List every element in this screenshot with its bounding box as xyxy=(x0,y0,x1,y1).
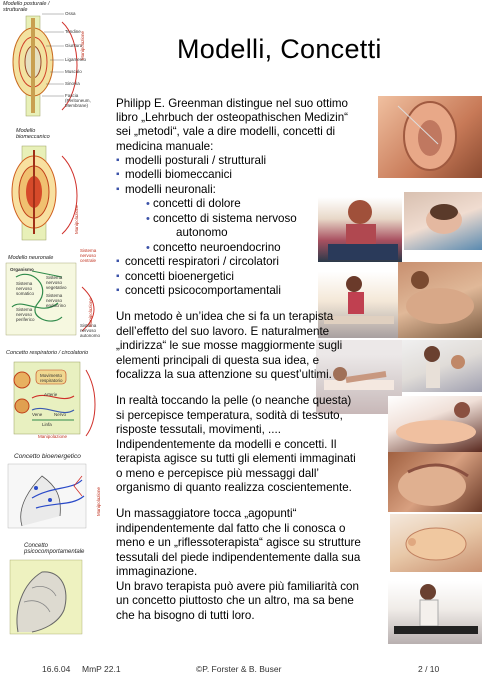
label-manipulation: Manipolazione xyxy=(88,297,93,327)
para4-line-8: che ha bisogno di tutti loro. xyxy=(116,609,255,622)
concept-pain: • concetti di dolore xyxy=(153,197,241,211)
para4-line-7: un concetto piuttosto che un altro, ma sa bene xyxy=(116,594,354,607)
para4-line-1: Un massaggiatore tocca „agopunti“ xyxy=(116,507,297,520)
label-fascia: Fascia xyxy=(65,93,79,98)
footer-date: 16.6.04 xyxy=(42,664,71,674)
label-neuro-0: Sistema nervoso centrale xyxy=(80,248,97,263)
label-synovia: Sinovia xyxy=(65,81,80,86)
label-muscle: Muscolo xyxy=(65,69,82,74)
diagram-psychobehavioral-concept xyxy=(2,540,112,636)
intro-line-2: libro „Lehrbuch der osteopathischen Medizin“ xyxy=(116,111,349,124)
label-ligament: Ligamento xyxy=(65,57,87,62)
label-neuro-5: Sistema nervoso periferico xyxy=(16,307,35,322)
label-tendon: Tendine xyxy=(65,29,81,34)
label-resp-5: Manipolazione xyxy=(38,434,68,439)
concept-nervous-system: • concetto di sistema nervoso xyxy=(153,212,297,226)
para3-line-1: In realtà toccando la pelle (o neanche questa) xyxy=(116,394,352,407)
diagram-postural-model xyxy=(2,0,112,122)
para2-line-3: „indirizza“ le sue mosse maggiormente sugli xyxy=(116,339,343,352)
concept-neuroendocrine: • concetto neuroendocrino xyxy=(153,241,281,255)
para4-line-2: indipendentemente dal fatto che li conosca o xyxy=(116,522,346,535)
para4-line-6: Un bravo terapista può avere più familiarità con xyxy=(116,580,359,593)
para2-line-1: Un metodo è un’idea che si fa un terapista xyxy=(116,310,334,323)
para3-line-4: Indipendentemente da modelli e concetti. Il xyxy=(116,438,337,451)
diagram-title: Modello biomeccanico xyxy=(16,128,50,140)
therapist-neck-photo xyxy=(318,190,402,262)
label-resp-3: Nervo xyxy=(54,412,67,417)
page-title: Modelli, Concetti xyxy=(177,34,382,64)
shoulder-massage-photo xyxy=(388,452,482,512)
diagram-neuronal-model xyxy=(2,247,112,347)
concept-nervous-system-cont: autonomo xyxy=(176,226,228,239)
concept-psychobehavioral: ▪ concetti psicocomportamentali xyxy=(125,284,281,298)
intro-line-3: sei „metodi“, vale a dire modelli, concetti di xyxy=(116,125,336,138)
footer-page: 2 / 10 xyxy=(418,664,440,674)
psycho-figure xyxy=(2,540,112,636)
para4-line-3: meno e un „riflessoterapista“ agisce su strutture xyxy=(116,536,361,549)
para3-line-6: o meno e percepisce più messaggi dall’ xyxy=(116,467,320,480)
diagram-biomechanical-model xyxy=(2,126,112,244)
biomechanical-figure xyxy=(2,126,112,244)
para4-line-4: tessutali del piede indipendentemente dalla sua xyxy=(116,551,361,564)
label-resp-4: Linfa xyxy=(42,422,52,427)
label-manipulation: Manipolazione xyxy=(96,486,101,516)
label-peritoneum: (Peritoneum, xyxy=(65,98,91,103)
para3-line-3: risposte tessutali, movimenti, .... xyxy=(116,423,281,436)
footer-authors: ©P. Forster & B. Buser xyxy=(196,664,282,674)
para3-line-5: terapista agisce su tutti gli elementi immaginati xyxy=(116,452,356,465)
therapist-patient-photo xyxy=(388,574,482,644)
label-neuro-4: Sistema nervoso endocrino xyxy=(46,293,66,308)
label-resp-2: Vene xyxy=(32,412,43,417)
model-neuronal: ▪ modelli neuronali: xyxy=(125,183,216,197)
intro-line-4: medicina manuale: xyxy=(116,140,214,153)
label-resp-1: Arterie xyxy=(44,392,58,397)
intro-line-1: Philipp E. Greenman distingue nel suo ottimo xyxy=(116,97,349,110)
footer-code: MmP 22.1 xyxy=(82,664,121,674)
therapy-bed-photo xyxy=(318,264,398,338)
para2-line-5: focalizza la sua attenzione su quest’ultimi. xyxy=(116,368,332,381)
label-joint: Giuntura xyxy=(65,43,83,48)
label-neuro-6: Sistema nervoso autonomo xyxy=(80,323,101,338)
concept-bioenergetic: ▪ concetti bioenergetici xyxy=(125,270,234,284)
model-biomechanical: ▪ modelli biomeccanici xyxy=(125,168,232,182)
ear-photo xyxy=(378,96,482,178)
diagram-bioenergetic-concept xyxy=(2,446,112,534)
label-neuro-2: Sistema nervoso somatico xyxy=(16,281,35,296)
diagram-respiratory-concept xyxy=(2,350,112,442)
label-manipulation: Manipolazione xyxy=(74,204,79,234)
label-manipulation: Manipolazione xyxy=(80,30,85,60)
diagram-title: Modello neuronale xyxy=(8,255,54,261)
label-neuro-1: Organismo xyxy=(10,267,34,272)
concept-respiratory: ▪ concetti respiratori / circolatori xyxy=(125,255,279,269)
para2-line-2: dell’effetto del suo lavoro. E naturalmente xyxy=(116,325,330,338)
para3-line-2: si percepisce temperatura, sodità di tessuto, xyxy=(116,409,343,422)
diagram-title: Concetto psicocomportamentale xyxy=(24,543,85,555)
para3-line-7: organismo di quanto realizza coscientemente. xyxy=(116,481,352,494)
diagram-title: Modello posturale / strutturale xyxy=(3,1,50,13)
para4-line-5: immaginazione. xyxy=(116,565,198,578)
model-postural: ▪ modelli posturali / strutturali xyxy=(125,154,266,168)
para2-line-4: elementi principali di questa sua idea, e xyxy=(116,354,320,367)
foot-photo xyxy=(390,514,482,572)
massage-photo xyxy=(388,396,482,452)
head-treatment-photo xyxy=(404,192,482,250)
diagram-title: Concetto respiratorio / circolatorio xyxy=(6,350,89,356)
label-bone: Ossa xyxy=(65,11,76,16)
diagram-title: Concetto bioenergetico xyxy=(14,453,81,460)
label-membrane: Membrane) xyxy=(65,103,89,108)
postural-figure xyxy=(2,0,112,122)
label-neuro-3: Sistema nervoso vegetativo xyxy=(46,275,67,290)
label-resp-0: Movimento respiratorio xyxy=(40,373,63,383)
back-massage-photo xyxy=(398,262,482,338)
standing-treatment-photo xyxy=(402,340,482,392)
